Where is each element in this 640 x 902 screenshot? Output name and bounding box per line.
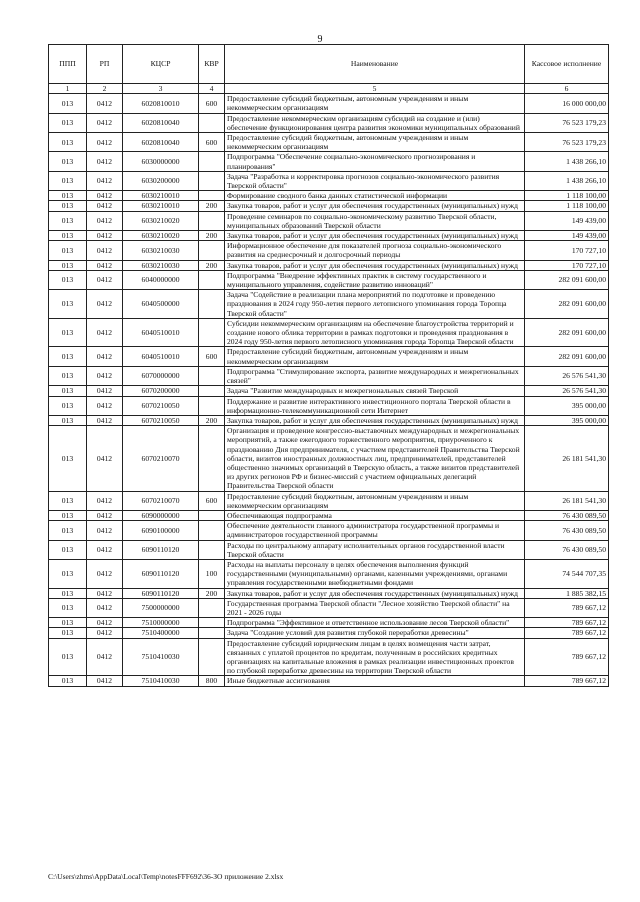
amount-cell: 1 118 100,00 [525,191,609,201]
ppp-cell: 013 [49,598,87,617]
kvr-cell [199,426,225,491]
table-row [49,386,609,396]
ppp-cell: 013 [49,318,87,347]
name-cell: Организация и проведение конгрессно-выставочных международных и межрегиональных мероприятий, а также ежегодного торжественного мероприятия, приуроченного к празднованию Дня предпринимателя, с участием представителей Правительства Тверской области, визитов иностранных должностных лиц, предпринимателей, представителей общественно значимых организаций в Тверскую область, а также визитов представителей из других регионов РФ и бизнес-миссий с участием официальных делегаций Правительства Тверской области [225,426,525,491]
amount-cell: 395 000,00 [525,415,609,425]
column-number: 1 [49,84,87,94]
amount-cell: 149 439,00 [525,211,609,230]
kvr-cell: 200 [199,201,225,211]
name-cell: Подпрограмма "Стимулирование экспорта, развитие международных и межрегиональных связей" [225,366,525,385]
amount-cell: 76 430 089,50 [525,510,609,520]
kvr-cell: 600 [199,133,225,152]
kcsr-cell: 7500000000 [123,598,199,617]
rp-cell: 0412 [87,270,123,289]
kvr-cell: 100 [199,559,225,588]
name-cell: Подпрограмма "Внедрение эффективных практик в систему государственного и муниципального управления, содействие развитию инноваций" [225,270,525,289]
ppp-cell: 013 [49,426,87,491]
kcsr-cell: 6030200000 [123,171,199,190]
amount-cell: 149 439,00 [525,231,609,241]
name-cell: Закупка товаров, работ и услуг для обеспечения государственных (муниципальных) нужд [225,201,525,211]
kcsr-cell: 6020810040 [123,133,199,152]
name-cell: Задача "Разработка и корректировка прогнозов социально-экономического развития Тверской области" [225,171,525,190]
amount-cell: 282 091 600,00 [525,270,609,289]
kcsr-cell: 6070210050 [123,396,199,415]
name-cell: Подпрограмма "Эффективное и ответственное использование лесов Тверской области" [225,618,525,628]
kcsr-cell: 6090110120 [123,588,199,598]
kvr-cell [199,113,225,132]
ppp-cell: 013 [49,94,87,113]
ppp-cell: 013 [49,628,87,638]
kvr-cell [199,152,225,171]
ppp-cell: 013 [49,231,87,241]
header-amount: Кассовое исполнение [525,45,609,84]
rp-cell: 0412 [87,628,123,638]
rp-cell: 0412 [87,618,123,628]
kcsr-cell: 7510410030 [123,676,199,686]
table-row [49,191,609,201]
amount-cell: 26 576 541,30 [525,366,609,385]
amount-cell: 1 438 266,10 [525,152,609,171]
name-cell: Подпрограмма "Обеспечение социально-экономического прогнозирования и планирования" [225,152,525,171]
table-row [49,396,609,415]
name-cell: Предоставление субсидий бюджетным, автономным учреждениям и иным некоммерческим организациям [225,133,525,152]
kvr-cell [199,318,225,347]
kvr-cell [199,396,225,415]
kcsr-cell: 6040000000 [123,270,199,289]
header-rp: РП [87,45,123,84]
ppp-cell: 013 [49,559,87,588]
ppp-cell: 013 [49,133,87,152]
kvr-cell [199,191,225,201]
name-cell: Расходы на выплаты персоналу в целях обеспечения выполнения функций государственными (муниципальными) органами, казенными учреждениями, органами управления государственными внебюджетными фондами [225,559,525,588]
table-row [49,133,609,152]
kcsr-cell: 6030210010 [123,191,199,201]
kcsr-cell: 6070210070 [123,426,199,491]
table-row [49,676,609,686]
kvr-cell [199,628,225,638]
header-kcsr: КЦСР [123,45,199,84]
ppp-cell: 013 [49,415,87,425]
header-name: Наименование [225,45,525,84]
name-cell: Поддержание и развитие интерактивного инвестиционного портала Тверской области в информационно-телекоммуникационной сети Интернет [225,396,525,415]
ppp-cell: 013 [49,290,87,319]
name-cell: Государственная программа Тверской области "Лесное хозяйство Тверской области" на 2021 - 2026 годы [225,598,525,617]
amount-cell: 16 000 000,00 [525,94,609,113]
name-cell: Обеспечение деятельности главного администратора государственной программы и администраторов государственной программы [225,521,525,540]
kcsr-cell: 6030210020 [123,211,199,230]
rp-cell: 0412 [87,510,123,520]
rp-cell: 0412 [87,491,123,510]
table-row [49,260,609,270]
kcsr-cell: 6040510010 [123,318,199,347]
ppp-cell: 013 [49,366,87,385]
amount-cell: 789 667,12 [525,628,609,638]
table-row [49,366,609,385]
column-number: 3 [123,84,199,94]
table-row [49,638,609,676]
rp-cell: 0412 [87,211,123,230]
kvr-cell [199,211,225,230]
column-number-row [49,84,609,94]
rp-cell: 0412 [87,152,123,171]
kcsr-cell: 6070200000 [123,386,199,396]
kvr-cell [199,521,225,540]
rp-cell: 0412 [87,559,123,588]
amount-cell: 789 667,12 [525,638,609,676]
rp-cell: 0412 [87,396,123,415]
table-row [49,426,609,491]
amount-cell: 1 438 266,10 [525,171,609,190]
kcsr-cell: 6070210050 [123,415,199,425]
kvr-cell [199,241,225,260]
table-row [49,211,609,230]
table-row [49,628,609,638]
rp-cell: 0412 [87,426,123,491]
kcsr-cell: 6040500000 [123,290,199,319]
kvr-cell [199,598,225,617]
kvr-cell [199,618,225,628]
rp-cell: 0412 [87,171,123,190]
rp-cell: 0412 [87,521,123,540]
ppp-cell: 013 [49,211,87,230]
amount-cell: 789 667,12 [525,676,609,686]
amount-cell: 76 430 089,50 [525,521,609,540]
name-cell: Расходы по центральному аппарату исполнительных органов государственной власти Тверской области [225,540,525,559]
ppp-cell: 013 [49,588,87,598]
kcsr-cell: 6030210020 [123,231,199,241]
kvr-cell: 600 [199,94,225,113]
ppp-cell: 013 [49,638,87,676]
kcsr-cell: 6030210030 [123,241,199,260]
kcsr-cell: 6040510010 [123,347,199,366]
column-number: 2 [87,84,123,94]
amount-cell: 76 523 179,23 [525,113,609,132]
kcsr-cell: 6090110120 [123,559,199,588]
column-number: 5 [225,84,525,94]
amount-cell: 789 667,12 [525,598,609,617]
name-cell: Предоставление субсидий бюджетным, автономным учреждениям и иным некоммерческим организациям [225,491,525,510]
amount-cell: 170 727,10 [525,260,609,270]
name-cell: Субсидии некоммерческим организациям на обеспечение благоустройства территорий и создание нового облика территории в рамках подготовки и проведения празднования в 2024 году 950-летия первого летописного упоминания города Торопца Тверской области [225,318,525,347]
amount-cell: 170 727,10 [525,241,609,260]
ppp-cell: 013 [49,396,87,415]
budget-table [48,44,609,687]
amount-cell: 76 523 179,23 [525,133,609,152]
name-cell: Предоставление субсидий юридическим лицам в целях возмещения части затрат, связанных с уплатой процентов по кредитам, полученным в российских кредитных организациях на капитальные вложения в рамках реализации инвестиционных проектов по глубокой переработке древесины на территории Тверской области [225,638,525,676]
amount-cell: 1 118 100,00 [525,201,609,211]
kcsr-cell: 6090110120 [123,540,199,559]
name-cell: Предоставление субсидий бюджетным, автономным учреждениям и иным некоммерческим организациям [225,347,525,366]
table-row [49,347,609,366]
ppp-cell: 013 [49,270,87,289]
amount-cell: 76 430 089,50 [525,540,609,559]
kvr-cell: 600 [199,347,225,366]
ppp-cell: 013 [49,676,87,686]
kvr-cell [199,510,225,520]
name-cell: Предоставление субсидий бюджетным, автономным учреждениям и иным некоммерческим организациям [225,94,525,113]
table-row [49,152,609,171]
ppp-cell: 013 [49,618,87,628]
rp-cell: 0412 [87,540,123,559]
kvr-cell [199,171,225,190]
name-cell: Обеспечивающая подпрограмма [225,510,525,520]
name-cell: Предоставление некоммерческим организациям субсидий на создание и (или) обеспечение функционирования центра развития экономики муниципальных образований [225,113,525,132]
amount-cell: 282 091 600,00 [525,318,609,347]
name-cell: Задача "Содействие в реализации плана мероприятий по подготовке и проведению празднования в 2024 году 950-летия первого летописного упоминания города Торопца Тверской области" [225,290,525,319]
rp-cell: 0412 [87,676,123,686]
table-row [49,559,609,588]
table-row [49,171,609,190]
ppp-cell: 013 [49,241,87,260]
kvr-cell: 200 [199,588,225,598]
name-cell: Закупка товаров, работ и услуг для обеспечения государственных (муниципальных) нужд [225,260,525,270]
table-row [49,491,609,510]
rp-cell: 0412 [87,133,123,152]
table-row [49,540,609,559]
kvr-cell: 200 [199,415,225,425]
ppp-cell: 013 [49,201,87,211]
rp-cell: 0412 [87,318,123,347]
ppp-cell: 013 [49,386,87,396]
amount-cell: 1 885 382,15 [525,588,609,598]
kvr-cell: 200 [199,260,225,270]
amount-cell: 74 544 707,35 [525,559,609,588]
kcsr-cell: 6030000000 [123,152,199,171]
kcsr-cell: 6020810010 [123,94,199,113]
ppp-cell: 013 [49,510,87,520]
amount-cell: 282 091 600,00 [525,347,609,366]
rp-cell: 0412 [87,191,123,201]
kvr-cell [199,366,225,385]
amount-cell: 26 181 541,30 [525,491,609,510]
kcsr-cell: 6070210070 [123,491,199,510]
kcsr-cell: 6030210030 [123,260,199,270]
table-body [49,94,609,686]
kcsr-cell: 7510000000 [123,618,199,628]
kcsr-cell: 6070000000 [123,366,199,385]
rp-cell: 0412 [87,231,123,241]
table-row [49,415,609,425]
name-cell: Проведение семинаров по социально-экономическому развитию Тверской области, муниципальных образований Тверской области [225,211,525,230]
rp-cell: 0412 [87,290,123,319]
kcsr-cell: 6030210010 [123,201,199,211]
table-row [49,94,609,113]
kvr-cell [199,638,225,676]
ppp-cell: 013 [49,491,87,510]
amount-cell: 282 091 600,00 [525,290,609,319]
table-row [49,510,609,520]
kcsr-cell: 6020810040 [123,113,199,132]
kvr-cell [199,540,225,559]
header-kvr: КВР [199,45,225,84]
amount-cell: 26 576 541,30 [525,386,609,396]
rp-cell: 0412 [87,598,123,617]
table-row [49,588,609,598]
name-cell: Информационное обеспечение для показателей прогноза социально-экономического развития на среднесрочный и долгосрочный периоды [225,241,525,260]
name-cell: Формирование сводного банка данных статистической информации [225,191,525,201]
amount-cell: 395 000,00 [525,396,609,415]
amount-cell: 26 181 541,30 [525,426,609,491]
kvr-cell: 800 [199,676,225,686]
name-cell: Иные бюджетные ассигнования [225,676,525,686]
rp-cell: 0412 [87,366,123,385]
table-row [49,618,609,628]
rp-cell: 0412 [87,241,123,260]
name-cell: Закупка товаров, работ и услуг для обеспечения государственных (муниципальных) нужд [225,588,525,598]
ppp-cell: 013 [49,260,87,270]
rp-cell: 0412 [87,415,123,425]
kvr-cell: 600 [199,491,225,510]
name-cell: Закупка товаров, работ и услуг для обеспечения государственных (муниципальных) нужд [225,231,525,241]
table-row [49,241,609,260]
page-number: 9 [317,34,323,45]
table-row [49,598,609,617]
kvr-cell [199,290,225,319]
rp-cell: 0412 [87,386,123,396]
kvr-cell [199,270,225,289]
table-row [49,201,609,211]
ppp-cell: 013 [49,191,87,201]
header-row [49,45,609,84]
column-number: 6 [525,84,609,94]
table-row [49,270,609,289]
rp-cell: 0412 [87,201,123,211]
name-cell: Закупка товаров, работ и услуг для обеспечения государственных (муниципальных) нужд [225,415,525,425]
table-row [49,231,609,241]
name-cell: Задача "Развитие международных и межрегиональных связей Тверской [225,386,525,396]
rp-cell: 0412 [87,260,123,270]
kcsr-cell: 7510410030 [123,638,199,676]
ppp-cell: 013 [49,347,87,366]
kvr-cell [199,386,225,396]
ppp-cell: 013 [49,152,87,171]
rp-cell: 0412 [87,347,123,366]
header-ppp: ППП [49,45,87,84]
ppp-cell: 013 [49,540,87,559]
table-row [49,318,609,347]
rp-cell: 0412 [87,113,123,132]
kcsr-cell: 6090100000 [123,521,199,540]
kcsr-cell: 7510400000 [123,628,199,638]
rp-cell: 0412 [87,588,123,598]
column-number: 4 [199,84,225,94]
rp-cell: 0412 [87,638,123,676]
table-row [49,290,609,319]
footer-file-path: C:\Users\zhms\AppData\Local\Temp\notesFFF692\36-ЗО приложение 2.xlsx [48,872,284,881]
ppp-cell: 013 [49,171,87,190]
kvr-cell: 200 [199,231,225,241]
ppp-cell: 013 [49,113,87,132]
table-row [49,521,609,540]
ppp-cell: 013 [49,521,87,540]
rp-cell: 0412 [87,94,123,113]
amount-cell: 789 667,12 [525,618,609,628]
kcsr-cell: 6090000000 [123,510,199,520]
table-row [49,113,609,132]
name-cell: Задача "Создание условий для развития глубокой переработки древесины" [225,628,525,638]
